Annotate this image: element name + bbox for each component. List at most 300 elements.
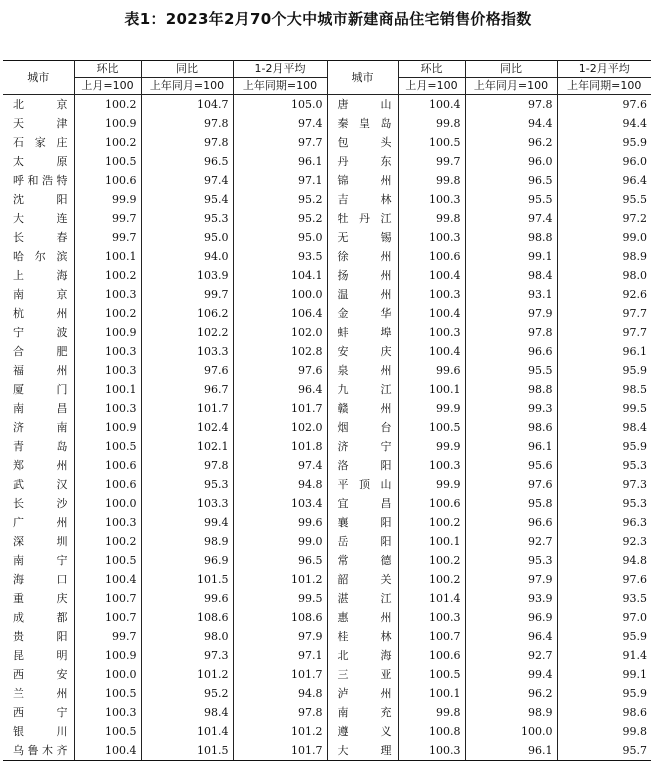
avg-value: 96.1	[622, 345, 647, 358]
city-cell: 大理	[327, 741, 398, 761]
yoy-value: 97.4	[465, 209, 557, 228]
mom-value: 99.7	[398, 152, 465, 171]
table-row	[3, 665, 651, 684]
avg-header: 1-2月平均	[557, 61, 651, 78]
city-cell: 天津	[3, 114, 74, 133]
table-row	[3, 95, 651, 115]
mom-value: 100.8	[398, 722, 465, 741]
avg-value: 96.3	[622, 516, 647, 529]
table-row	[3, 741, 651, 761]
yoy-value: 95.0	[141, 228, 233, 247]
avg-value: 99.1	[622, 668, 647, 681]
city-cell: 昆明	[3, 646, 74, 665]
avg-value: 97.7	[622, 307, 647, 320]
mom-value: 100.1	[398, 684, 465, 703]
avg-value: 93.5	[233, 247, 327, 266]
avg-value: 96.1	[233, 152, 327, 171]
city-cell: 常德	[327, 551, 398, 570]
city-cell: 蚌埠	[327, 323, 398, 342]
avg-value: 97.6	[622, 573, 647, 586]
yoy-value: 100.0	[465, 722, 557, 741]
city-cell: 桂林	[327, 627, 398, 646]
yoy-value: 99.4	[141, 513, 233, 532]
avg-value: 102.0	[233, 418, 327, 437]
city-cell: 唐山	[327, 95, 398, 115]
table-row	[3, 190, 651, 209]
mom-value: 100.2	[74, 266, 141, 285]
table-row	[3, 589, 651, 608]
avg-value: 97.6	[233, 361, 327, 380]
mom-value: 99.6	[398, 361, 465, 380]
avg-value: 95.2	[233, 209, 327, 228]
table-row	[3, 684, 651, 703]
avg-value: 98.4	[622, 421, 647, 434]
city-cell: 重庆	[3, 589, 74, 608]
mom-value: 100.2	[74, 532, 141, 551]
yoy-value: 99.3	[465, 399, 557, 418]
city-cell: 南宁	[3, 551, 74, 570]
mom-value: 100.5	[74, 684, 141, 703]
yoy-value: 95.3	[141, 475, 233, 494]
yoy-value: 93.9	[465, 589, 557, 608]
avg-value: 97.3	[622, 478, 647, 491]
avg-value: 95.9	[622, 687, 647, 700]
mom-value: 100.5	[74, 152, 141, 171]
mom-value: 100.4	[398, 95, 465, 115]
yoy-value: 92.7	[465, 532, 557, 551]
yoy-value: 95.5	[465, 361, 557, 380]
mom-value: 100.1	[74, 380, 141, 399]
mom-value: 100.2	[74, 95, 141, 115]
yoy-value: 99.7	[141, 285, 233, 304]
city-cell: 石家庄	[3, 133, 74, 152]
table-row	[3, 399, 651, 418]
yoy-value: 99.1	[465, 247, 557, 266]
table-row	[3, 513, 651, 532]
yoy-value: 95.5	[465, 190, 557, 209]
city-cell: 岳阳	[327, 532, 398, 551]
table-row	[3, 114, 651, 133]
mom-value: 100.5	[74, 722, 141, 741]
avg-value: 97.6	[622, 98, 647, 111]
yoy-value: 102.4	[141, 418, 233, 437]
yoy-value: 95.4	[141, 190, 233, 209]
mom-header: 环比	[74, 61, 141, 78]
mom-subheader: 上月=100	[74, 78, 141, 95]
mom-value: 100.3	[74, 399, 141, 418]
mom-value: 100.4	[398, 304, 465, 323]
table-row	[3, 380, 651, 399]
avg-value: 95.7	[557, 741, 651, 761]
table-row	[3, 627, 651, 646]
city-cell: 郑州	[3, 456, 74, 475]
city-cell: 丹东	[327, 152, 398, 171]
yoy-value: 98.9	[141, 532, 233, 551]
yoy-value: 95.8	[465, 494, 557, 513]
table-row	[3, 342, 651, 361]
avg-value: 91.4	[622, 649, 647, 662]
mom-value: 100.5	[74, 437, 141, 456]
city-cell: 大连	[3, 209, 74, 228]
city-cell: 泉州	[327, 361, 398, 380]
mom-value: 100.0	[74, 665, 141, 684]
avg-value: 108.6	[233, 608, 327, 627]
city-cell: 北海	[327, 646, 398, 665]
avg-value: 95.0	[233, 228, 327, 247]
avg-value: 103.4	[233, 494, 327, 513]
yoy-value: 97.8	[465, 95, 557, 115]
mom-value: 100.9	[74, 418, 141, 437]
yoy-value: 101.5	[141, 570, 233, 589]
yoy-value: 96.4	[465, 627, 557, 646]
table-row	[3, 133, 651, 152]
table-row	[3, 494, 651, 513]
city-cell: 金华	[327, 304, 398, 323]
yoy-header: 同比	[465, 61, 557, 78]
mom-value: 100.2	[74, 133, 141, 152]
yoy-value: 96.0	[465, 152, 557, 171]
avg-value: 101.2	[233, 722, 327, 741]
avg-value: 97.0	[622, 611, 647, 624]
city-cell: 哈尔滨	[3, 247, 74, 266]
avg-value: 102.8	[233, 342, 327, 361]
mom-value: 99.8	[398, 171, 465, 190]
mom-value: 99.9	[398, 437, 465, 456]
yoy-value: 98.9	[465, 703, 557, 722]
avg-value: 96.4	[233, 380, 327, 399]
yoy-value: 97.6	[465, 475, 557, 494]
mom-value: 100.3	[398, 456, 465, 475]
city-cell: 无锡	[327, 228, 398, 247]
table-row	[3, 722, 651, 741]
city-cell: 湛江	[327, 589, 398, 608]
city-cell: 宁波	[3, 323, 74, 342]
avg-value: 98.6	[622, 706, 647, 719]
city-cell: 南京	[3, 285, 74, 304]
yoy-value: 93.1	[465, 285, 557, 304]
mom-value: 99.8	[398, 209, 465, 228]
city-cell: 徐州	[327, 247, 398, 266]
city-cell: 扬州	[327, 266, 398, 285]
price-index-table	[3, 60, 651, 761]
avg-subheader: 上年同期=100	[557, 78, 651, 95]
mom-value: 100.4	[398, 266, 465, 285]
mom-value: 100.6	[398, 247, 465, 266]
mom-value: 100.7	[398, 627, 465, 646]
city-cell: 呼和浩特	[3, 171, 74, 190]
yoy-header: 同比	[141, 61, 233, 78]
city-cell: 宜昌	[327, 494, 398, 513]
city-cell: 青岛	[3, 437, 74, 456]
city-cell: 福州	[3, 361, 74, 380]
avg-value: 97.9	[233, 627, 327, 646]
yoy-subheader: 上年同月=100	[141, 78, 233, 95]
avg-value: 99.0	[622, 231, 647, 244]
avg-subheader: 上年同期=100	[233, 78, 327, 95]
mom-value: 100.3	[74, 513, 141, 532]
yoy-value: 101.7	[141, 399, 233, 418]
city-cell: 北京	[3, 95, 74, 115]
city-cell: 洛阳	[327, 456, 398, 475]
table-row	[3, 361, 651, 380]
yoy-value: 98.6	[465, 418, 557, 437]
mom-value: 100.6	[74, 475, 141, 494]
city-cell: 锦州	[327, 171, 398, 190]
mom-value: 100.3	[398, 190, 465, 209]
mom-value: 99.9	[398, 475, 465, 494]
yoy-value: 95.3	[465, 551, 557, 570]
avg-value: 97.8	[233, 703, 327, 722]
yoy-value: 97.9	[465, 570, 557, 589]
table-title: 表1：2023年2月70个大中城市新建商品住宅销售价格指数	[124, 10, 532, 28]
mom-value: 100.1	[398, 532, 465, 551]
table-row	[3, 570, 651, 589]
city-cell: 海口	[3, 570, 74, 589]
city-cell: 泸州	[327, 684, 398, 703]
avg-value: 99.0	[233, 532, 327, 551]
yoy-value: 94.0	[141, 247, 233, 266]
city-cell: 济宁	[327, 437, 398, 456]
avg-value: 94.8	[233, 475, 327, 494]
avg-value: 104.1	[233, 266, 327, 285]
mom-value: 100.7	[74, 608, 141, 627]
mom-value: 100.6	[398, 646, 465, 665]
city-cell: 安庆	[327, 342, 398, 361]
mom-value: 99.7	[74, 627, 141, 646]
mom-value: 99.8	[398, 703, 465, 722]
avg-value: 97.2	[622, 212, 647, 225]
avg-value: 97.1	[233, 646, 327, 665]
mom-subheader: 上月=100	[398, 78, 465, 95]
yoy-value: 96.6	[465, 342, 557, 361]
avg-value: 99.8	[622, 725, 647, 738]
avg-value: 97.1	[233, 171, 327, 190]
avg-value: 101.8	[233, 437, 327, 456]
city-cell: 温州	[327, 285, 398, 304]
table-row	[3, 475, 651, 494]
mom-value: 100.6	[398, 494, 465, 513]
mom-value: 100.6	[74, 171, 141, 190]
city-cell: 韶关	[327, 570, 398, 589]
city-cell: 武汉	[3, 475, 74, 494]
yoy-value: 108.6	[141, 608, 233, 627]
city-cell: 太原	[3, 152, 74, 171]
city-cell: 济南	[3, 418, 74, 437]
city-cell: 遵义	[327, 722, 398, 741]
yoy-value: 96.9	[465, 608, 557, 627]
city-cell: 长沙	[3, 494, 74, 513]
mom-value: 99.7	[74, 209, 141, 228]
mom-value: 100.9	[74, 114, 141, 133]
city-header: 城市	[3, 61, 74, 95]
table-row	[3, 285, 651, 304]
city-cell: 烟台	[327, 418, 398, 437]
yoy-value: 101.4	[141, 722, 233, 741]
table-row	[3, 703, 651, 722]
table-body	[3, 95, 651, 761]
yoy-value: 102.1	[141, 437, 233, 456]
table-row	[3, 646, 651, 665]
city-cell: 三亚	[327, 665, 398, 684]
mom-value: 100.4	[74, 741, 141, 761]
mom-value: 100.4	[74, 570, 141, 589]
city-cell: 赣州	[327, 399, 398, 418]
city-cell: 长春	[3, 228, 74, 247]
table-row	[3, 266, 651, 285]
mom-value: 100.3	[74, 285, 141, 304]
mom-value: 100.9	[74, 646, 141, 665]
mom-value: 100.0	[74, 494, 141, 513]
yoy-subheader: 上年同月=100	[465, 78, 557, 95]
city-cell: 包头	[327, 133, 398, 152]
city-cell: 沈阳	[3, 190, 74, 209]
avg-value: 92.3	[622, 535, 647, 548]
mom-value: 100.5	[74, 551, 141, 570]
avg-value: 102.0	[233, 323, 327, 342]
mom-value: 100.7	[74, 589, 141, 608]
yoy-value: 103.3	[141, 494, 233, 513]
city-cell: 兰州	[3, 684, 74, 703]
table-row	[3, 247, 651, 266]
avg-value: 93.5	[622, 592, 647, 605]
city-cell: 合肥	[3, 342, 74, 361]
yoy-value: 97.3	[141, 646, 233, 665]
avg-value: 95.9	[622, 364, 647, 377]
mom-value: 100.1	[74, 247, 141, 266]
table-row	[3, 456, 651, 475]
mom-value: 100.5	[398, 665, 465, 684]
city-cell: 广州	[3, 513, 74, 532]
city-cell: 惠州	[327, 608, 398, 627]
city-cell: 西宁	[3, 703, 74, 722]
table-row	[3, 608, 651, 627]
mom-value: 100.3	[74, 342, 141, 361]
mom-value: 100.1	[398, 380, 465, 399]
avg-value: 92.6	[622, 288, 647, 301]
avg-value: 96.4	[622, 174, 647, 187]
table-row	[3, 152, 651, 171]
avg-value: 99.5	[233, 589, 327, 608]
mom-value: 100.3	[398, 323, 465, 342]
avg-value: 98.5	[622, 383, 647, 396]
table-row	[3, 551, 651, 570]
yoy-value: 94.4	[465, 114, 557, 133]
yoy-value: 97.9	[465, 304, 557, 323]
city-cell: 南充	[327, 703, 398, 722]
avg-value: 95.3	[622, 459, 647, 472]
yoy-value: 97.4	[141, 171, 233, 190]
yoy-value: 95.2	[141, 684, 233, 703]
yoy-value: 96.9	[141, 551, 233, 570]
table-row	[3, 209, 651, 228]
mom-value: 99.8	[398, 114, 465, 133]
mom-value: 100.2	[74, 304, 141, 323]
yoy-value: 96.2	[465, 684, 557, 703]
mom-header: 环比	[398, 61, 465, 78]
avg-value: 101.7	[233, 665, 327, 684]
mom-value: 101.4	[398, 589, 465, 608]
avg-value: 95.9	[622, 136, 647, 149]
yoy-value: 97.8	[141, 133, 233, 152]
avg-header: 1-2月平均	[233, 61, 327, 78]
city-cell: 乌鲁木齐	[3, 741, 74, 761]
yoy-value: 103.3	[141, 342, 233, 361]
avg-value: 99.6	[233, 513, 327, 532]
table-row	[3, 323, 651, 342]
avg-value: 101.2	[233, 570, 327, 589]
city-cell: 秦皇岛	[327, 114, 398, 133]
table-header	[3, 61, 651, 95]
yoy-value: 104.7	[141, 95, 233, 115]
avg-value: 98.0	[622, 269, 647, 282]
avg-value: 97.4	[233, 114, 327, 133]
table-row	[3, 418, 651, 437]
yoy-value: 98.8	[465, 380, 557, 399]
mom-value: 100.3	[74, 703, 141, 722]
yoy-value: 103.9	[141, 266, 233, 285]
city-cell: 成都	[3, 608, 74, 627]
avg-value: 98.9	[622, 250, 647, 263]
avg-value: 95.3	[622, 497, 647, 510]
city-cell: 杭州	[3, 304, 74, 323]
mom-value: 100.3	[398, 741, 465, 761]
city-cell: 九江	[327, 380, 398, 399]
city-cell: 襄阳	[327, 513, 398, 532]
city-cell: 厦门	[3, 380, 74, 399]
yoy-value: 96.5	[141, 152, 233, 171]
city-cell: 南昌	[3, 399, 74, 418]
yoy-value: 99.4	[465, 665, 557, 684]
mom-value: 100.6	[74, 456, 141, 475]
yoy-value: 95.3	[141, 209, 233, 228]
yoy-value: 96.6	[465, 513, 557, 532]
avg-value: 101.7	[233, 399, 327, 418]
yoy-value: 97.6	[141, 361, 233, 380]
yoy-value: 106.2	[141, 304, 233, 323]
city-cell: 银川	[3, 722, 74, 741]
mom-value: 100.2	[398, 551, 465, 570]
avg-value: 106.4	[233, 304, 327, 323]
avg-value: 97.7	[622, 326, 647, 339]
mom-value: 100.3	[398, 608, 465, 627]
city-cell: 西安	[3, 665, 74, 684]
city-cell: 牡丹江	[327, 209, 398, 228]
avg-value: 94.8	[233, 684, 327, 703]
mom-value: 100.9	[74, 323, 141, 342]
avg-value: 95.2	[233, 190, 327, 209]
avg-value: 101.7	[233, 741, 327, 761]
yoy-value: 96.1	[465, 437, 557, 456]
avg-value: 96.0	[622, 155, 647, 168]
avg-value: 97.7	[233, 133, 327, 152]
avg-value: 94.8	[622, 554, 647, 567]
avg-value: 95.9	[622, 440, 647, 453]
yoy-value: 101.2	[141, 665, 233, 684]
yoy-value: 98.4	[141, 703, 233, 722]
avg-value: 105.0	[233, 95, 327, 115]
yoy-value: 98.8	[465, 228, 557, 247]
city-cell: 上海	[3, 266, 74, 285]
yoy-value: 98.4	[465, 266, 557, 285]
mom-value: 100.5	[398, 418, 465, 437]
avg-value: 99.5	[622, 402, 647, 415]
mom-value: 99.9	[398, 399, 465, 418]
mom-value: 100.3	[398, 228, 465, 247]
yoy-value: 96.5	[465, 171, 557, 190]
yoy-value: 96.1	[465, 741, 557, 761]
yoy-value: 95.6	[465, 456, 557, 475]
yoy-value: 97.8	[465, 323, 557, 342]
